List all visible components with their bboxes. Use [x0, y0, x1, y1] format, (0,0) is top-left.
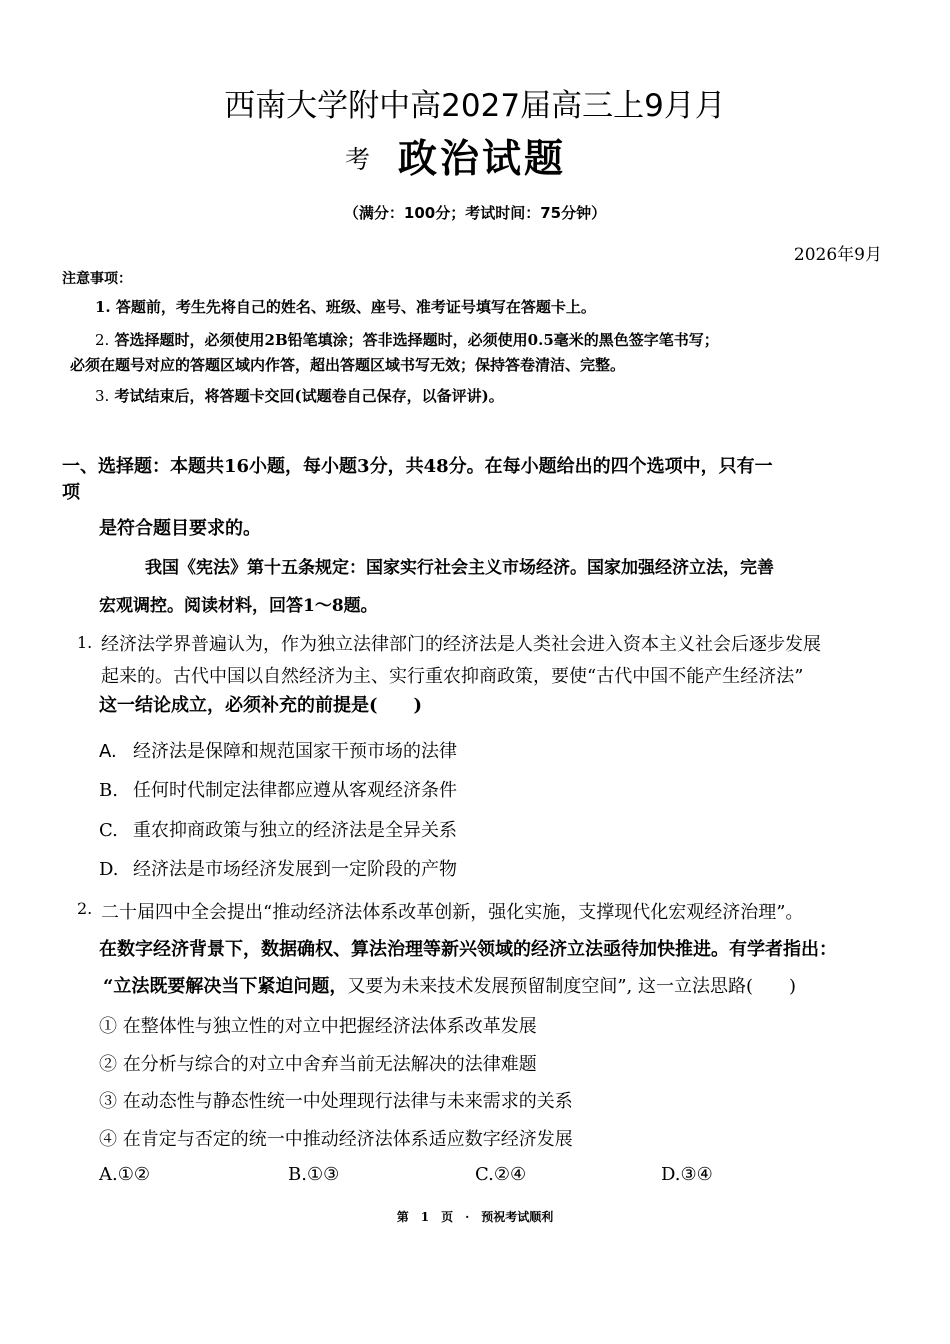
section-heading: 一、选择题：本题共16小题，每小题3分，共48分。在每小题给出的四个选项中，只有一 [62, 456, 773, 477]
question-2-choice-d[interactable]: D.③④ [661, 1164, 713, 1185]
notice-item-text: 答题前，考生先将自己的姓名、班级、座号、准考证号填写在答题卡上。 [115, 298, 596, 316]
notice-item-3 [95, 385, 504, 406]
question-1-number: 1. [77, 633, 93, 652]
page-footer: 第 1 页 · 预祝考试顺利 [396, 1210, 554, 1224]
notice-item-1 [95, 296, 596, 317]
question-2-choice-b[interactable]: B.①③ [288, 1164, 340, 1185]
notice-item-number: 2. [95, 331, 110, 349]
question-2-number: 2. [77, 899, 93, 918]
option-letter: A. [99, 741, 117, 762]
notice-item-2-continued: 必须在题号对应的答题区域内作答，超出答题区域书写无效；保持答卷清洁、完整。 [70, 356, 626, 374]
question-2-statement-4: ④ 在肯定与否定的统一中推动经济法体系适应数字经济发展 [99, 1129, 573, 1150]
option-text: 重农抑商政策与独立的经济法是全异关系 [133, 820, 457, 841]
option-letter: D. [99, 859, 119, 880]
question-1-option-c[interactable] [99, 816, 457, 842]
question-1-stem: 经济法学界普遍认为，作为独立法律部门的经济法是人类社会进入资本主义社会后逐步发展 [101, 634, 821, 655]
question-1-stem-prompt: 这一结论成立，必须补充的前提是( ) [99, 695, 423, 716]
section-heading-wrap: 项 [62, 482, 80, 503]
material-text-continued: 宏观调控。阅读材料，回答1～8题。 [99, 596, 378, 616]
question-2-choice-a[interactable]: A.①② [99, 1164, 150, 1185]
option-text: 经济法是市场经济发展到一定阶段的产物 [133, 859, 457, 880]
page-title-continued: 考 [345, 145, 371, 174]
quote-bold-part: “立法既要解决当下紧迫问题， [103, 976, 348, 997]
page-title: 西南大学附中高2027届高三上9月月 [224, 88, 726, 124]
option-text: 任何时代制定法律都应遵从客观经济条件 [133, 780, 457, 801]
question-1-option-b[interactable] [99, 776, 457, 802]
notice-item-number: 3. [95, 387, 110, 405]
exam-info: （满分：100分；考试时间：75分钟） [343, 204, 607, 222]
notice-item-text: 答选择题时，必须使用2B铅笔填涂；答非选择题时，必须使用0.5毫米的黑色签字笔书写； [114, 331, 719, 349]
question-2-choice-c[interactable]: C.②④ [475, 1164, 527, 1185]
material-text: 我国《宪法》第十五条规定：国家实行社会主义市场经济。国家加强经济立法，完善 [145, 558, 774, 578]
question-2-stem: 二十届四中全会提出“推动经济法体系改革创新，强化实施，支撑现代化宏观经济治理”。 [101, 902, 804, 923]
question-2-statement-2: ② 在分析与综合的对立中舍弃当前无法解决的法律难题 [99, 1054, 537, 1075]
exam-date: 2026年9月 [793, 245, 882, 265]
question-1-option-a[interactable] [99, 737, 457, 763]
question-2-stem-prompt [103, 972, 796, 998]
section-heading-continued: 是符合题目要求的。 [99, 518, 261, 539]
notice-heading: 注意事项： [62, 271, 132, 287]
notice-item-number: 1. [95, 298, 111, 316]
subject-title: 政治试题 [398, 136, 567, 182]
question-2-statement-3: ③ 在动态性与静态性统一中处理现行法律与未来需求的关系 [99, 1091, 573, 1112]
option-letter: C. [99, 820, 118, 841]
quote-rest: 又要为未来技术发展预留制度空间”, 这一立法思路( ) [347, 976, 797, 997]
option-letter: B. [99, 780, 118, 801]
question-2-stem-continued: 在数字经济背景下，数据确权、算法治理等新兴领域的经济立法亟待加快推进。有学者指出： [99, 939, 837, 960]
question-1-option-d[interactable] [99, 855, 457, 881]
question-2-statement-1: ① 在整体性与独立性的对立中把握经济法体系改革发展 [99, 1016, 537, 1037]
notice-item-text: 考试结束后，将答题卡交回(试题卷自己保存，以备评讲)。 [114, 387, 504, 405]
question-1-stem-continued: 起来的。古代中国以自然经济为主、实行重农抑商政策，要使“古代中国不能产生经济法” [101, 666, 804, 687]
notice-item-2 [95, 329, 719, 350]
option-text: 经济法是保障和规范国家干预市场的法律 [133, 741, 457, 762]
